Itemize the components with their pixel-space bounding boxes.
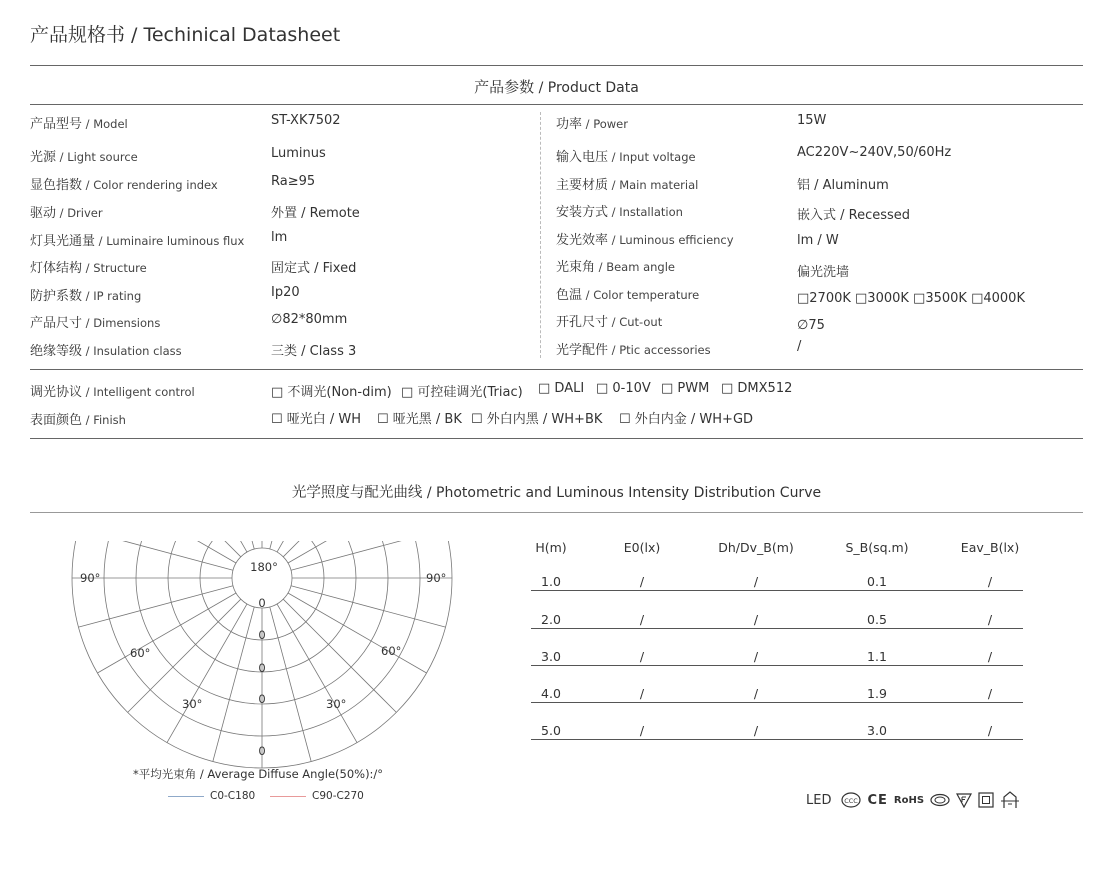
- divider: [30, 65, 1083, 66]
- spec-label-en: / Installation: [608, 205, 683, 219]
- spec-label-cn: 光源: [30, 150, 57, 165]
- table-row: [531, 590, 1023, 591]
- table-cell: 3.0: [541, 649, 561, 664]
- table-header: Eav_B(lx): [960, 540, 1020, 555]
- spec-value: lm: [271, 230, 288, 245]
- finish-label-en: / Finish: [82, 413, 126, 427]
- table-header: S_B(sq.m): [845, 540, 909, 555]
- table-cell: /: [753, 723, 759, 738]
- f-mark-icon: [956, 792, 972, 808]
- ce-mark: CE: [867, 792, 888, 808]
- polar-label-right90: 90°: [426, 571, 447, 585]
- legend-line-c90: [270, 796, 306, 797]
- spec-label-en: / Input voltage: [608, 150, 696, 164]
- option-checkbox[interactable]: □ DALI: [538, 381, 585, 396]
- spec-value: 嵌入式 / Recessed: [797, 208, 911, 223]
- polar-radial-label: 0: [258, 596, 266, 610]
- spec-value: 15W: [797, 113, 827, 128]
- spec-label: [556, 146, 696, 165]
- spec-label-en: / Insulation class: [82, 344, 182, 358]
- spec-value: lm / W: [797, 233, 839, 248]
- polar-spoke: [213, 607, 254, 762]
- spec-label: [30, 230, 244, 249]
- spec-value: /: [797, 339, 802, 354]
- table-cell: 1.9: [867, 686, 887, 701]
- polar-label-left30: 30°: [182, 697, 203, 711]
- polar-label-right60: 60°: [381, 644, 402, 658]
- table-cell: /: [753, 686, 759, 701]
- spec-label-en: / Power: [582, 117, 628, 131]
- spec-label-en: / Cut-out: [608, 315, 663, 329]
- column-divider: [540, 112, 541, 358]
- spec-value: AC220V~240V,50/60Hz: [797, 145, 952, 160]
- spec-label-en: / Luminaire luminous flux: [95, 234, 245, 248]
- spec-label-en: / Main material: [608, 178, 699, 192]
- control-label: [30, 381, 195, 400]
- spec-label-en: / Beam angle: [595, 260, 675, 274]
- spec-label: [556, 284, 699, 303]
- spec-value: ST-XK7502: [271, 113, 341, 128]
- spec-label: [556, 311, 662, 330]
- legend-label-c90: C90-C270: [312, 790, 364, 802]
- photometric-title-cn: 光学照度与配光曲线: [291, 485, 423, 501]
- spec-label: [30, 146, 138, 165]
- polar-radial-label: 0: [258, 692, 266, 706]
- option-checkbox[interactable]: □ 0-10V: [596, 381, 651, 396]
- product-data-title-en: / Product Data: [534, 80, 639, 96]
- legend-line-c0: [168, 796, 204, 797]
- table-cell: 2.0: [541, 612, 561, 627]
- spec-value: 三类 / Class 3: [271, 344, 357, 359]
- spec-label-cn: 灯具光通量: [30, 234, 96, 249]
- recessed-mount-icon: [1000, 791, 1020, 809]
- polar-label-right30: 30°: [326, 697, 347, 711]
- rohs-mark: RoHS: [893, 794, 925, 806]
- option-checkbox[interactable]: □ PWM: [661, 381, 710, 396]
- spec-label-en: / Light source: [56, 150, 138, 164]
- spec-label: [30, 174, 218, 193]
- spec-value: 外置 / Remote: [271, 206, 360, 221]
- table-row: [531, 628, 1023, 629]
- spec-value: 铝 / Aluminum: [797, 178, 889, 193]
- ccc-icon: [841, 792, 861, 808]
- control-label-cn: 调光协议: [30, 385, 83, 400]
- table-cell: /: [987, 612, 993, 627]
- cqc-icon: [930, 793, 950, 807]
- polar-spoke: [283, 599, 396, 712]
- spec-label-cn: 发光效率: [556, 233, 609, 248]
- spec-label-cn: 色温: [556, 288, 583, 303]
- beam-angle-note: *平均光束角 / Average Diffuse Angle(50%):/°: [133, 767, 384, 781]
- option-checkbox[interactable]: □ 可控硅调光(Triac): [401, 385, 523, 400]
- spec-label-en: / Model: [82, 117, 128, 131]
- spec-label-cn: 灯体结构: [30, 261, 83, 276]
- spec-label-en: / IP rating: [82, 289, 142, 303]
- spec-label: [30, 285, 141, 304]
- spec-label-en: / Dimensions: [82, 316, 161, 330]
- spec-label-cn: 产品尺寸: [30, 316, 83, 331]
- product-data-title: [30, 76, 1083, 97]
- table-cell: 5.0: [541, 723, 561, 738]
- legend-label-c0: C0-C180: [210, 790, 256, 802]
- table-cell: /: [639, 612, 645, 627]
- polar-label-left90: 90°: [80, 571, 101, 585]
- spec-label-cn: 光学配件: [556, 343, 609, 358]
- table-row: [531, 665, 1023, 666]
- divider: [30, 438, 1083, 439]
- spec-label-en: / Color rendering index: [82, 178, 218, 192]
- table-cell: 1.0: [541, 574, 561, 589]
- table-cell: /: [987, 686, 993, 701]
- spec-label: [556, 229, 734, 248]
- spec-label-cn: 光束角: [556, 260, 596, 275]
- spec-label-en: / Color temperature: [582, 288, 700, 302]
- option-checkbox[interactable]: ☐ 外白内金 / WH+GD: [619, 412, 754, 427]
- table-cell: /: [753, 612, 759, 627]
- polar-radial-label: 0: [258, 628, 266, 642]
- spec-label-en: / Driver: [56, 206, 103, 220]
- table-header: H(m): [535, 540, 567, 555]
- finish-label: [30, 409, 126, 428]
- polar-spoke: [78, 586, 233, 627]
- spec-label-cn: 产品型号: [30, 117, 83, 132]
- photometric-title: [30, 481, 1083, 502]
- table-header: Dh/Dv_B(m): [718, 540, 794, 555]
- table-cell: /: [987, 723, 993, 738]
- spec-label-cn: 安装方式: [556, 205, 609, 220]
- finish-label-cn: 表面颜色: [30, 413, 83, 428]
- spec-value: Ra≥95: [271, 174, 316, 189]
- divider: [30, 104, 1083, 105]
- option-checkbox[interactable]: ☐ 哑光白 / WH: [271, 412, 362, 427]
- polar-spoke: [213, 394, 254, 549]
- page-title: 产品规格书 / Techinical Datasheet: [30, 24, 341, 46]
- table-row: [531, 702, 1023, 703]
- table-cell: /: [639, 574, 645, 589]
- spec-value: 偏光洗墙: [797, 265, 850, 280]
- spec-value: Ip20: [271, 285, 300, 300]
- table-cell: /: [987, 649, 993, 664]
- spec-label: [556, 201, 683, 220]
- table-cell: /: [639, 686, 645, 701]
- spec-label: [556, 174, 698, 193]
- table-cell: /: [987, 574, 993, 589]
- polar-label-left60: 60°: [130, 646, 151, 660]
- table-cell: /: [639, 649, 645, 664]
- table-cell: 3.0: [867, 723, 887, 738]
- table-cell: 0.5: [867, 612, 887, 627]
- spec-label: [30, 340, 182, 359]
- spec-label-cn: 输入电压: [556, 150, 609, 165]
- ccc-icon-text: CCC: [844, 797, 859, 805]
- polar-spoke: [78, 529, 233, 570]
- spec-label: [30, 202, 103, 221]
- divider: [30, 369, 1083, 370]
- spec-value: 固定式 / Fixed: [271, 261, 357, 276]
- spec-label-cn: 防护系数: [30, 289, 83, 304]
- certifications: [806, 790, 1020, 810]
- spec-label-en: / Structure: [82, 261, 147, 275]
- option-checkbox[interactable]: ☐ 哑光黑 / BK: [377, 412, 462, 427]
- spec-label: [30, 312, 160, 331]
- spec-value: □2700K □3000K □3500K □4000K: [797, 291, 1025, 306]
- polar-radial-label: 0: [258, 744, 266, 758]
- spec-label: [30, 113, 128, 132]
- option-checkbox[interactable]: ☐ 外白内黑 / WH+BK: [471, 412, 603, 427]
- spec-label-en: / Luminous efficiency: [608, 233, 734, 247]
- table-header: E0(lx): [623, 540, 661, 555]
- spec-label-cn: 功率: [556, 117, 583, 132]
- polar-spoke: [291, 529, 446, 570]
- spec-label-cn: 驱动: [30, 206, 57, 221]
- photometric-title-en: / Photometric and Luminous Intensity Distribution Curve: [422, 485, 822, 501]
- polar-diagram: [52, 538, 472, 768]
- table-cell: 0.1: [867, 574, 887, 589]
- double-insulation-icon: [978, 792, 994, 808]
- spec-label-cn: 显色指数: [30, 178, 83, 193]
- table-cell: /: [753, 574, 759, 589]
- table-cell: /: [639, 723, 645, 738]
- polar-label-180: 180°: [250, 560, 278, 574]
- divider: [30, 512, 1083, 513]
- control-label-en: / Intelligent control: [82, 385, 195, 399]
- spec-value: ∅75: [797, 318, 825, 333]
- table-cell: /: [753, 649, 759, 664]
- polar-radial-label: 0: [258, 661, 266, 675]
- spec-label-en: / Ptic accessories: [608, 343, 711, 357]
- spec-label: [30, 257, 147, 276]
- table-row: [531, 739, 1023, 740]
- led-mark: LED: [806, 792, 832, 808]
- spec-label: [556, 256, 675, 275]
- option-checkbox[interactable]: □ DMX512: [721, 381, 793, 396]
- spec-label: [556, 339, 711, 358]
- table-cell: 4.0: [541, 686, 561, 701]
- spec-label-cn: 主要材质: [556, 178, 609, 193]
- legend-c90: [270, 790, 364, 802]
- product-data-title-cn: 产品参数: [474, 78, 535, 96]
- table-cell: 1.1: [867, 649, 887, 664]
- polar-spoke: [270, 607, 311, 762]
- spec-value: Luminus: [271, 146, 326, 161]
- option-checkbox[interactable]: □ 不调光(Non-dim): [271, 385, 392, 400]
- legend-c0: [168, 790, 255, 802]
- spec-value: ∅82*80mm: [271, 312, 348, 327]
- spec-label-cn: 开孔尺寸: [556, 315, 609, 330]
- polar-spoke: [291, 586, 446, 627]
- spec-label: [556, 113, 628, 132]
- spec-label-cn: 绝缘等级: [30, 344, 83, 359]
